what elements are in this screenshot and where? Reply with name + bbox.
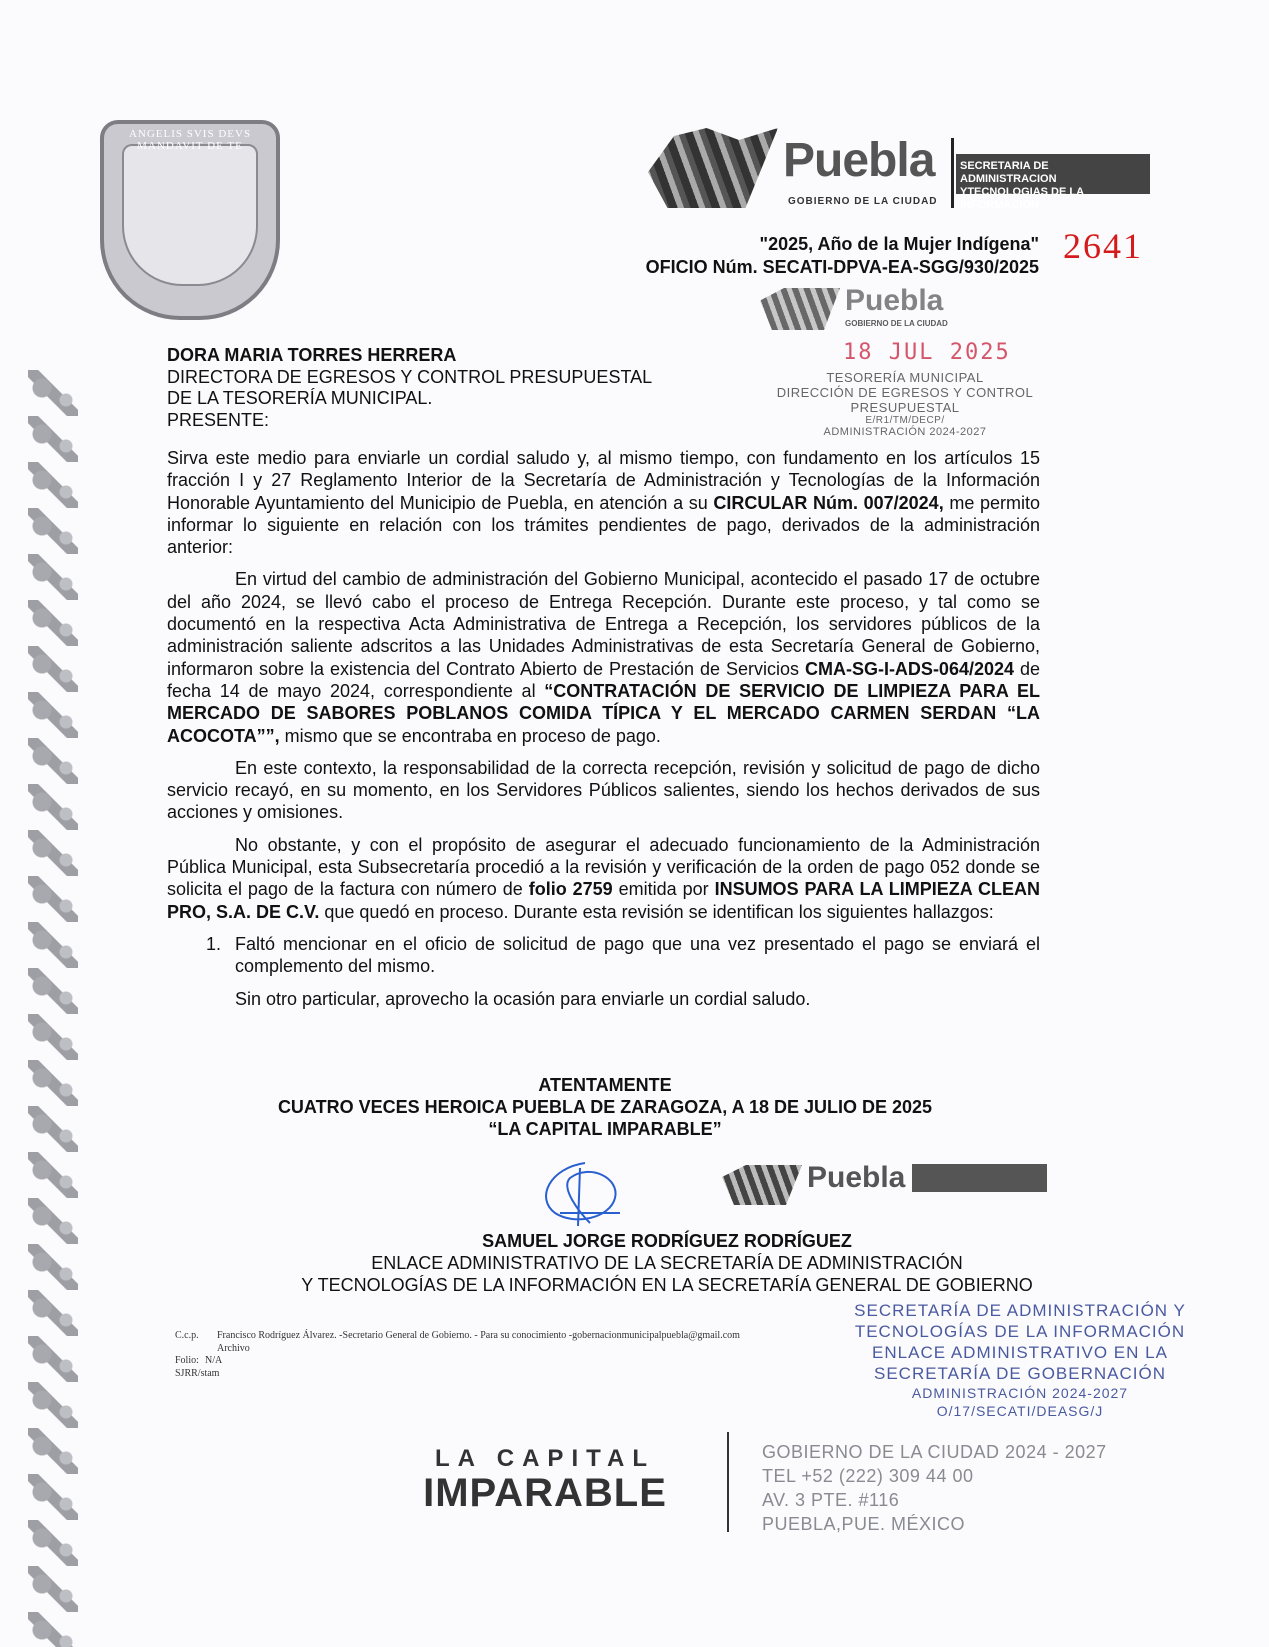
recipient-title: DIRECTORA DE EGRESOS Y CONTROL PRESUPUESTAL: [167, 366, 653, 387]
signoff-motto: “LA CAPITAL IMPARABLE”: [488, 1119, 722, 1139]
salutation: PRESENTE:: [167, 409, 270, 430]
list-item: 1. Faltó mencionar en el oficio de solicitud de pago que una vez presentado el pago se enviará el complemento del mismo.: [205, 933, 1040, 977]
stamp-line: ENLACE ADMINISTRATIVO EN LA: [872, 1343, 1168, 1362]
received-date-stamp: 18 JUL 2025: [843, 340, 1011, 365]
stamp-logo-word: Puebla: [807, 1161, 906, 1194]
place-date: CUATRO VECES HEROICA PUEBLA DE ZARAGOZA, A 18 DE JULIO DE 2025: [277, 1097, 933, 1117]
ccp-recipient: Francisco Rodríguez Álvarez. -Secretario General de Gobierno. - Para su conocimiento -gobernacionmunicipalpuebla@gmail.com: [217, 1330, 740, 1341]
logo-sub: GOBIERNO DE LA CIUDAD: [788, 196, 938, 207]
closing-paragraph: Sin otro particular, aprovecho la ocasión para enviarle un cordial saludo.: [235, 988, 811, 1009]
paragraph-2: En virtud del cambio de administración del Gobierno Municipal, acontecido el pasado 17 de octubre del año 2024, se llevó cabo el proceso de Entrega Recepción. Durante este proceso, y tal como se documentó en la respectiva Acta Administrativa de Entrega a Recepción, los servidores públicos de la administración saliente adscritos a las Unidades Administrativas de esta Secretaría General de Gobierno, informaron sobre la existencia del Contrato Abierto de Prestación de Servicios CMA-SG-I-ADS-064/2024 de fecha 14 de mayo 2024, correspondiente al “CONTRATACIÓN DE SERVICIO DE LIMPIEZA PARA EL MERCADO DE SABORES POBLANOS COMIDA TÍPICA Y EL MERCADO CARMEN SERDAN “LA ACOCOTA””, mismo que se encontraba en proceso de pago.: [167, 569, 1041, 746]
folio-number-stamp: 2641: [1063, 226, 1143, 266]
stamp-logo-word: Puebla: [845, 284, 944, 317]
footer-phone: TEL +52 (222) 309 44 00: [762, 1466, 974, 1486]
ccp-archive: Archivo: [217, 1342, 250, 1354]
stamp-line: ADMINISTRACIÓN 2024-2027: [911, 1385, 1129, 1401]
signer-block: [167, 1230, 1167, 1296]
secretaria-line1: SECRETARIA DE ADMINISTRACION: [960, 160, 1057, 185]
initials: SJRR/stam: [175, 1367, 220, 1379]
footer-logo-line1: LA CAPITAL: [435, 1445, 655, 1472]
stamp-line: O/17/SECATI/DEASG/J: [936, 1403, 1104, 1419]
logo-art-icon: [648, 128, 778, 208]
footer-logo-line2: IMPARABLE: [423, 1471, 667, 1515]
header-motto: [646, 233, 1039, 279]
city-seal-logo: [100, 120, 280, 320]
year-motto: "2025, Año de la Mujer Indígena": [759, 234, 1039, 254]
secretaria-line2: YTECNOLOGIAS DE LA INFORMACION: [960, 186, 1084, 211]
footer-city: PUEBLA,PUE. MÉXICO: [762, 1514, 966, 1534]
puebla-header-logo: [648, 128, 1153, 218]
paragraph-1: Sirva este medio para enviarle un cordial saludo y, al mismo tiempo, con fundamento en los artículos 15 fracción I y 27 Reglamento Interior de la Secretaría de Administración y Tecnologías de la Información Honorable Ayuntamiento del Municipio de Puebla, en atención a su CIRCULAR Núm. 007/2024, me permito informar lo siguiente en relación con los trámites pendientes de pago, derivados de la administración anterior:: [167, 448, 1040, 558]
paragraph-3: En este contexto, la responsabilidad de la correcta recepción, revisión y solicitud de pago de dicho servicio recayó, en su momento, en los Servidores Públicos salientes, siendo los hechos derivados de sus acciones y omisiones.: [167, 757, 1040, 823]
stamp-line: SECRETARÍA DE GOBERNACIÓN: [873, 1364, 1166, 1383]
stamp-line: TECNOLOGÍAS DE LA INFORMACIÓN: [854, 1322, 1186, 1341]
ccp-label: C.c.p.: [175, 1330, 199, 1341]
folio-label: Folio:: [175, 1355, 199, 1366]
letter-body: [167, 447, 1040, 1020]
paragraph-4: No obstante, y con el propósito de asegurar el adecuado funcionamiento de la Administración Pública Municipal, esta Subsecretaría procedió a la revisión y verificación de la orden de pago 052 donde se solicita el pago de la factura con número de folio 2759 emitida por INSUMOS PARA LA LIMPIEZA CLEAN PRO, S.A. DE C.V. que quedó en proceso. Durante esta revisión se identifican los siguientes hallazgos:: [167, 834, 1040, 922]
ccp-block: [175, 1330, 740, 1380]
footer-address: AV. 3 PTE. #116: [762, 1490, 900, 1510]
stamp-line: TESORERÍA MUNICIPAL: [826, 370, 984, 385]
handwritten-signature: [530, 1158, 630, 1228]
logo-word: Puebla: [783, 134, 935, 187]
stamp-line: SECRETARÍA DE ADMINISTRACIÓN Y: [854, 1301, 1186, 1320]
folio-value: N/A: [205, 1355, 223, 1366]
stamp-line: ADMINISTRACIÓN 2024-2027: [823, 426, 987, 438]
stamp-logo-sub: GOBIERNO DE LA CIUDAD: [845, 319, 948, 328]
received-stamp: [770, 370, 1040, 439]
signoff-block: [0, 1074, 1210, 1140]
decorative-border: [28, 370, 78, 1647]
footer-divider: [727, 1432, 729, 1532]
secretaria-box: [956, 154, 1150, 211]
signer-position: ENLACE ADMINISTRATIVO DE LA SECRETARÍA DE ADMINISTRACIÓN: [371, 1253, 963, 1273]
stamp-line: PRESUPUESTAL: [850, 400, 960, 415]
capital-imparable-logo: [395, 1445, 695, 1513]
recipient-title: DE LA TESORERÍA MUNICIPAL.: [167, 388, 433, 408]
stamp-line: E/R1/TM/DECP/: [865, 415, 945, 426]
oficio-number: OFICIO Núm. SECATI-DPVA-EA-SGG/930/2025: [645, 257, 1039, 277]
recipient-name: DORA MARIA TORRES HERRERA: [167, 345, 457, 365]
department-stamp: [845, 1300, 1195, 1420]
puebla-stamp-logo: [760, 284, 1070, 333]
stamp-line: DIRECCIÓN DE EGRESOS Y CONTROL: [776, 385, 1034, 400]
signer-name: SAMUEL JORGE RODRÍGUEZ RODRÍGUEZ: [482, 1231, 852, 1251]
recipient-block: [167, 345, 652, 431]
footer-info: [762, 1440, 1107, 1536]
atentamente: ATENTAMENTE: [538, 1075, 672, 1095]
signer-position: Y TECNOLOGÍAS DE LA INFORMACIÓN EN LA SECRETARÍA GENERAL DE GOBIERNO: [301, 1275, 1033, 1295]
puebla-stamp-logo-bottom: [722, 1160, 1052, 1210]
seal-text: ANGELIS SVIS DEVS MANDAVIT DE TE: [128, 128, 252, 152]
footer-info-line: GOBIERNO DE LA CIUDAD 2024 - 2027: [762, 1442, 1107, 1462]
